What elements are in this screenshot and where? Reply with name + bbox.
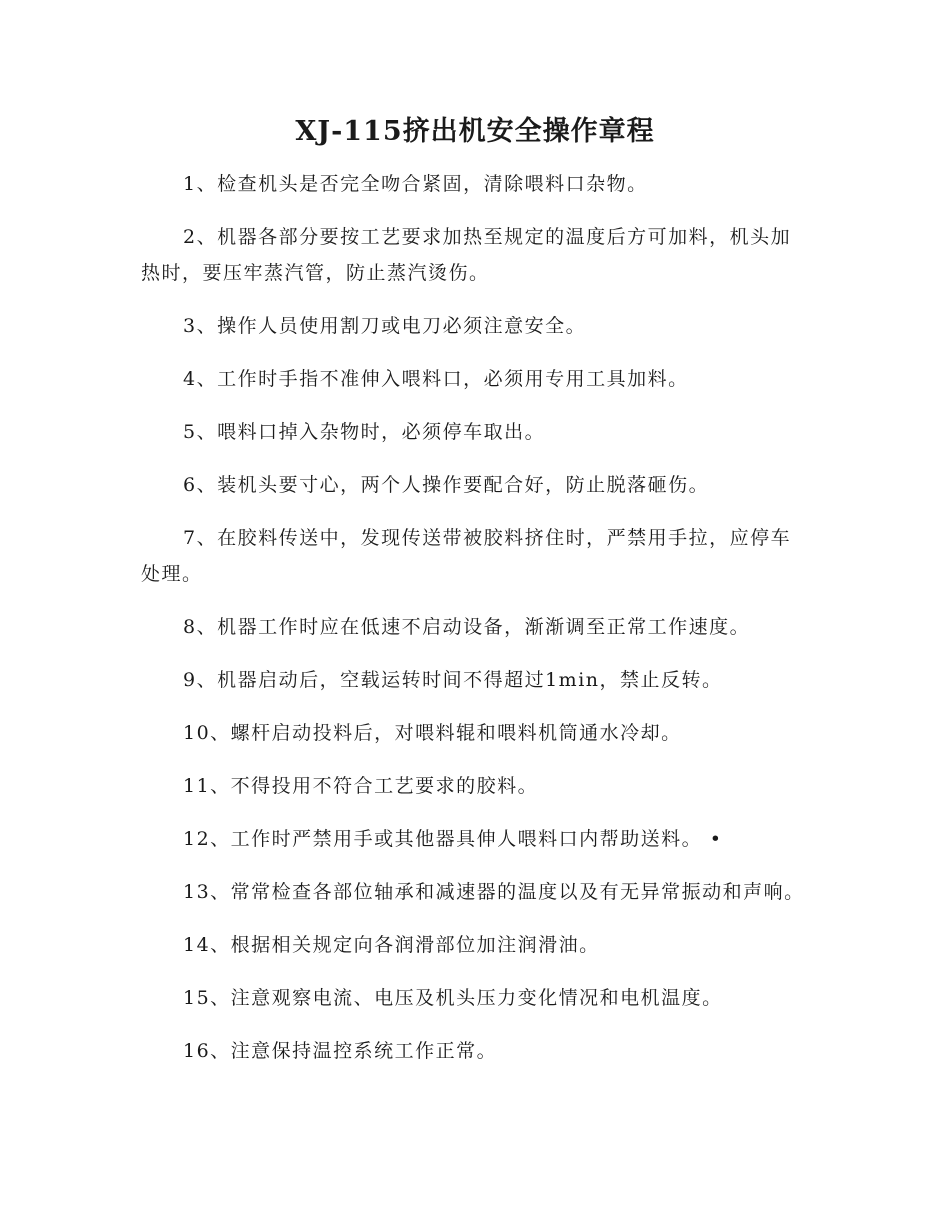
rule-item-13: 13、常常检查各部位轴承和减速器的温度以及有无异常振动和声响。 bbox=[183, 881, 805, 903]
rules-list bbox=[141, 166, 811, 1086]
rule-item-10: 10、螺杆启动投料后，对喂料辊和喂料机筒通水冷却。 bbox=[183, 722, 682, 744]
rule-item-16: 16、注意保持温控系统工作正常。 bbox=[183, 1040, 498, 1062]
rule-item-1: 1、检查机头是否完全吻合紧固，清除喂料口杂物。 bbox=[183, 173, 648, 195]
rule-item-8: 8、机器工作时应在低速不启动设备，渐渐调至正常工作速度。 bbox=[183, 616, 751, 638]
rule-item-14: 14、根据相关规定向各润滑部位加注润滑油。 bbox=[183, 934, 600, 956]
rule-item-15: 15、注意观察电流、电压及机头压力变化情况和电机温度。 bbox=[183, 987, 723, 1009]
rule-item-2: 2、机器各部分要按工艺要求加热至规定的温度后方可加料，机头加热时，要压牢蒸汽管，防止蒸汽烫伤。 bbox=[141, 226, 792, 284]
document-title: XJ-115挤出机安全操作章程 bbox=[295, 116, 655, 147]
rule-item-12: 12、工作时严禁用手或其他器具伸人喂料口内帮助送料。 • bbox=[183, 828, 723, 850]
rule-item-9: 9、机器启动后，空载运转时间不得超过1min，禁止反转。 bbox=[183, 669, 723, 691]
rule-item-3: 3、操作人员使用割刀或电刀必须注意安全。 bbox=[183, 315, 587, 337]
rule-item-6: 6、装机头要寸心，两个人操作要配合好，防止脱落砸伤。 bbox=[183, 474, 710, 496]
rule-item-4: 4、工作时手指不准伸入喂料口，必须用专用工具加料。 bbox=[183, 368, 689, 390]
rule-item-11: 11、不得投用不符合工艺要求的胶料。 bbox=[183, 775, 539, 797]
rule-item-5: 5、喂料口掉入杂物时，必须停车取出。 bbox=[183, 421, 546, 443]
rule-item-7: 7、在胶料传送中，发现传送带被胶料挤住时，严禁用手拉，应停车处理。 bbox=[141, 527, 792, 585]
